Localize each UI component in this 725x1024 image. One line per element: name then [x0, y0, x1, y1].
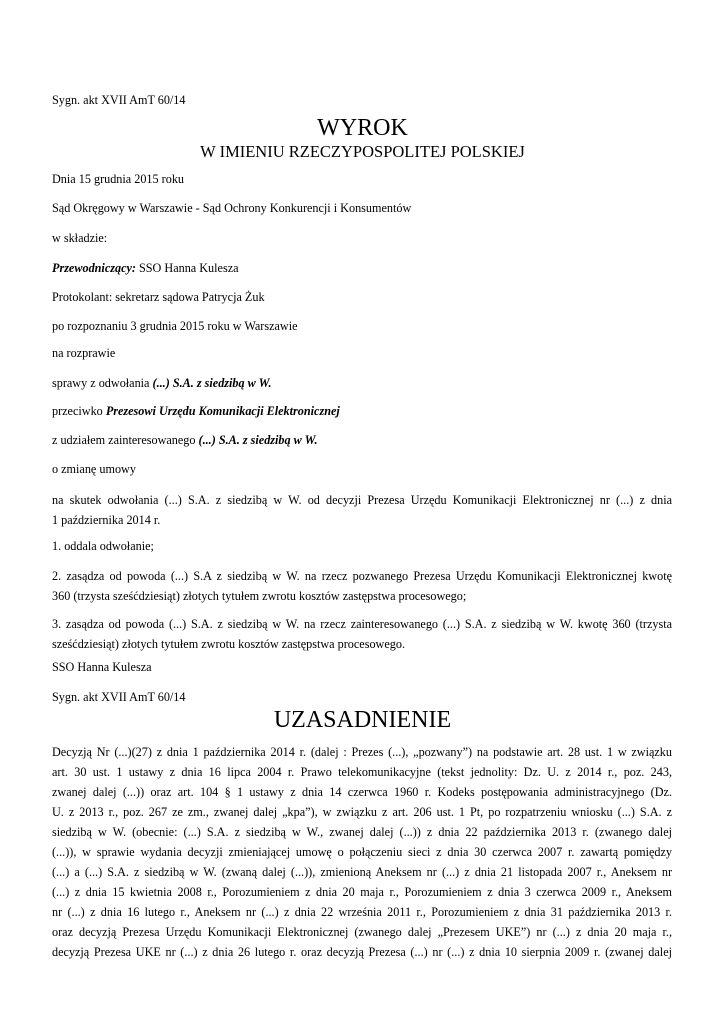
ruling-3 — [52, 614, 672, 654]
case-signature-top: Sygn. akt XVII AmT 60/14 — [52, 93, 186, 107]
against-line — [52, 404, 340, 419]
case-party: (...) S.A. z siedzibą w W. — [152, 376, 272, 390]
subject-line: o zmianę umowy — [52, 462, 136, 476]
justification-line: siedzibą w W. (obecnie: (...) S.A. z siedzibą w W., zwanej dalej (...)) z dnia 22 października 2013 r. (zwanego dalej — [52, 825, 672, 839]
ruling-3-line: 3. zasądza od powoda (...) S.A. z siedzibą w W. na rzecz zainteresowanego (...) S.A. z siedzibą w W. kwotę 360 (trzysta — [52, 617, 672, 631]
justification-line: art. 30 ust. 1 ustawy z dnia 16 lipca 2004 r. Prawo telekomunikacyjne (tekst jednolity: Dz. U. z 2014 r., poz. 243, — [52, 765, 672, 779]
chair-line — [52, 261, 239, 276]
chair-label: Przewodniczący: — [52, 261, 136, 275]
case-prefix: sprawy z odwołania — [52, 376, 153, 390]
interested-party: (...) S.A. z siedzibą w W. — [198, 433, 318, 447]
against-party: Prezesowi Urzędu Komunikacji Elektronicznej — [105, 404, 340, 418]
justification-line: (...)), w sprawie wydania decyzji zmieniającej umowę o połączeniu sieci z dnia 30 czerwca 2007 r. zawartą pomiędzy — [52, 845, 672, 859]
judgment-title: WYROK — [317, 115, 408, 141]
justification-line: decyzją Prezesa UKE nr (...) z dnia 26 lutego r. oraz decyzją Prezesa (...) nr (...) z dnia 10 sierpnia 2009 r. (zwanej dalej — [52, 945, 672, 959]
justification-line: Decyzją Nr (...)(27) z dnia 1 października 2014 r. (dalej : Prezes (...), „pozwany”) na podstawie art. 28 ust. 1 w związku — [52, 745, 672, 759]
justification-line: (...) z dnia 15 kwietnia 2008 r., Porozumieniem z dnia 20 maja r., Porozumieniem z dnia 3 czerwca 2009 r., Aneksem — [52, 885, 672, 899]
case-signature-bottom: Sygn. akt XVII AmT 60/14 — [52, 690, 186, 704]
judge-signature: SSO Hanna Kulesza — [52, 660, 152, 674]
justification-paragraph — [52, 742, 672, 962]
appeal-line: 1 października 2014 r. — [52, 513, 161, 527]
clerk-line: Protokolant: sekretarz sądowa Patrycja Żuk — [52, 290, 265, 304]
ruling-3-line: sześćdziesiąt) złotych tytułem zwrotu kosztów zastępstwa procesowego. — [52, 637, 405, 651]
justification-line: oraz decyzją Prezesa Urzędu Komunikacji Elektronicznej (zwanego dalej „Prezesem UKE”) nr (...) z dnia 20 maja r., — [52, 925, 672, 939]
composition-label: w składzie: — [52, 231, 108, 245]
court-name: Sąd Okręgowy w Warszawie - Sąd Ochrony Konkurencji i Konsumentów — [52, 201, 412, 215]
interested-prefix: z udziałem zainteresowanego — [52, 433, 199, 447]
justification-line: (...) a (...) S.A. z siedzibą w W. (zwaną dalej (...)), zmienioną Aneksem nr (...) z dnia 21 listopada 2007 r., Aneksem nr — [52, 865, 672, 879]
case-line — [52, 376, 272, 391]
chair-name: SSO Hanna Kulesza — [135, 261, 239, 275]
justification-line: nr (...) z dnia 16 lutego r., Aneksem nr (...) z dnia 22 września 2011 r., Porozumieniem z dnia 31 października 2013 r. — [52, 905, 672, 919]
appeal-line: na skutek odwołania (...) S.A. z siedzibą w W. od decyzji Prezesa Urzędu Komunikacji Elektronicznej nr (...) z dnia — [52, 493, 672, 507]
on-hearing-line: na rozprawie — [52, 346, 116, 360]
justification-line: U. z 2013 r., poz. 267 ze zm., zwanej dalej „kpa”), w związku z art. 206 ust. 1 Pt, po rozpatrzeniu wniosku (...) S.A. z — [52, 805, 672, 819]
ruling-1: 1. oddala odwołanie; — [52, 539, 154, 553]
ruling-2-line: 2. zasądza od powoda (...) S.A z siedzibą w W. na rzecz pozwanego Prezesa Urzędu Komunikacji Elektronicznej kwotę — [52, 569, 672, 583]
justification-title: UZASADNIENIE — [273, 707, 452, 733]
against-prefix: przeciwko — [52, 404, 106, 418]
appeal-paragraph — [52, 490, 672, 530]
judgment-subtitle: W IMIENIU RZECZYPOSPOLITEJ POLSKIEJ — [200, 142, 525, 161]
hearing-line: po rozpoznaniu 3 grudnia 2015 roku w Warszawie — [52, 319, 298, 333]
judgment-date: Dnia 15 grudnia 2015 roku — [52, 172, 185, 186]
interested-line — [52, 433, 318, 448]
ruling-2-line: 360 (trzysta sześćdziesiąt) złotych tytułem zwrotu kosztów zastępstwa procesowego; — [52, 589, 467, 603]
justification-line: zwanej dalej (...)) oraz art. 104 § 1 ustawy z dnia 14 czerwca 1960 r. Kodeks postępowania administracyjnego (Dz. — [52, 785, 672, 799]
ruling-2 — [52, 566, 672, 606]
